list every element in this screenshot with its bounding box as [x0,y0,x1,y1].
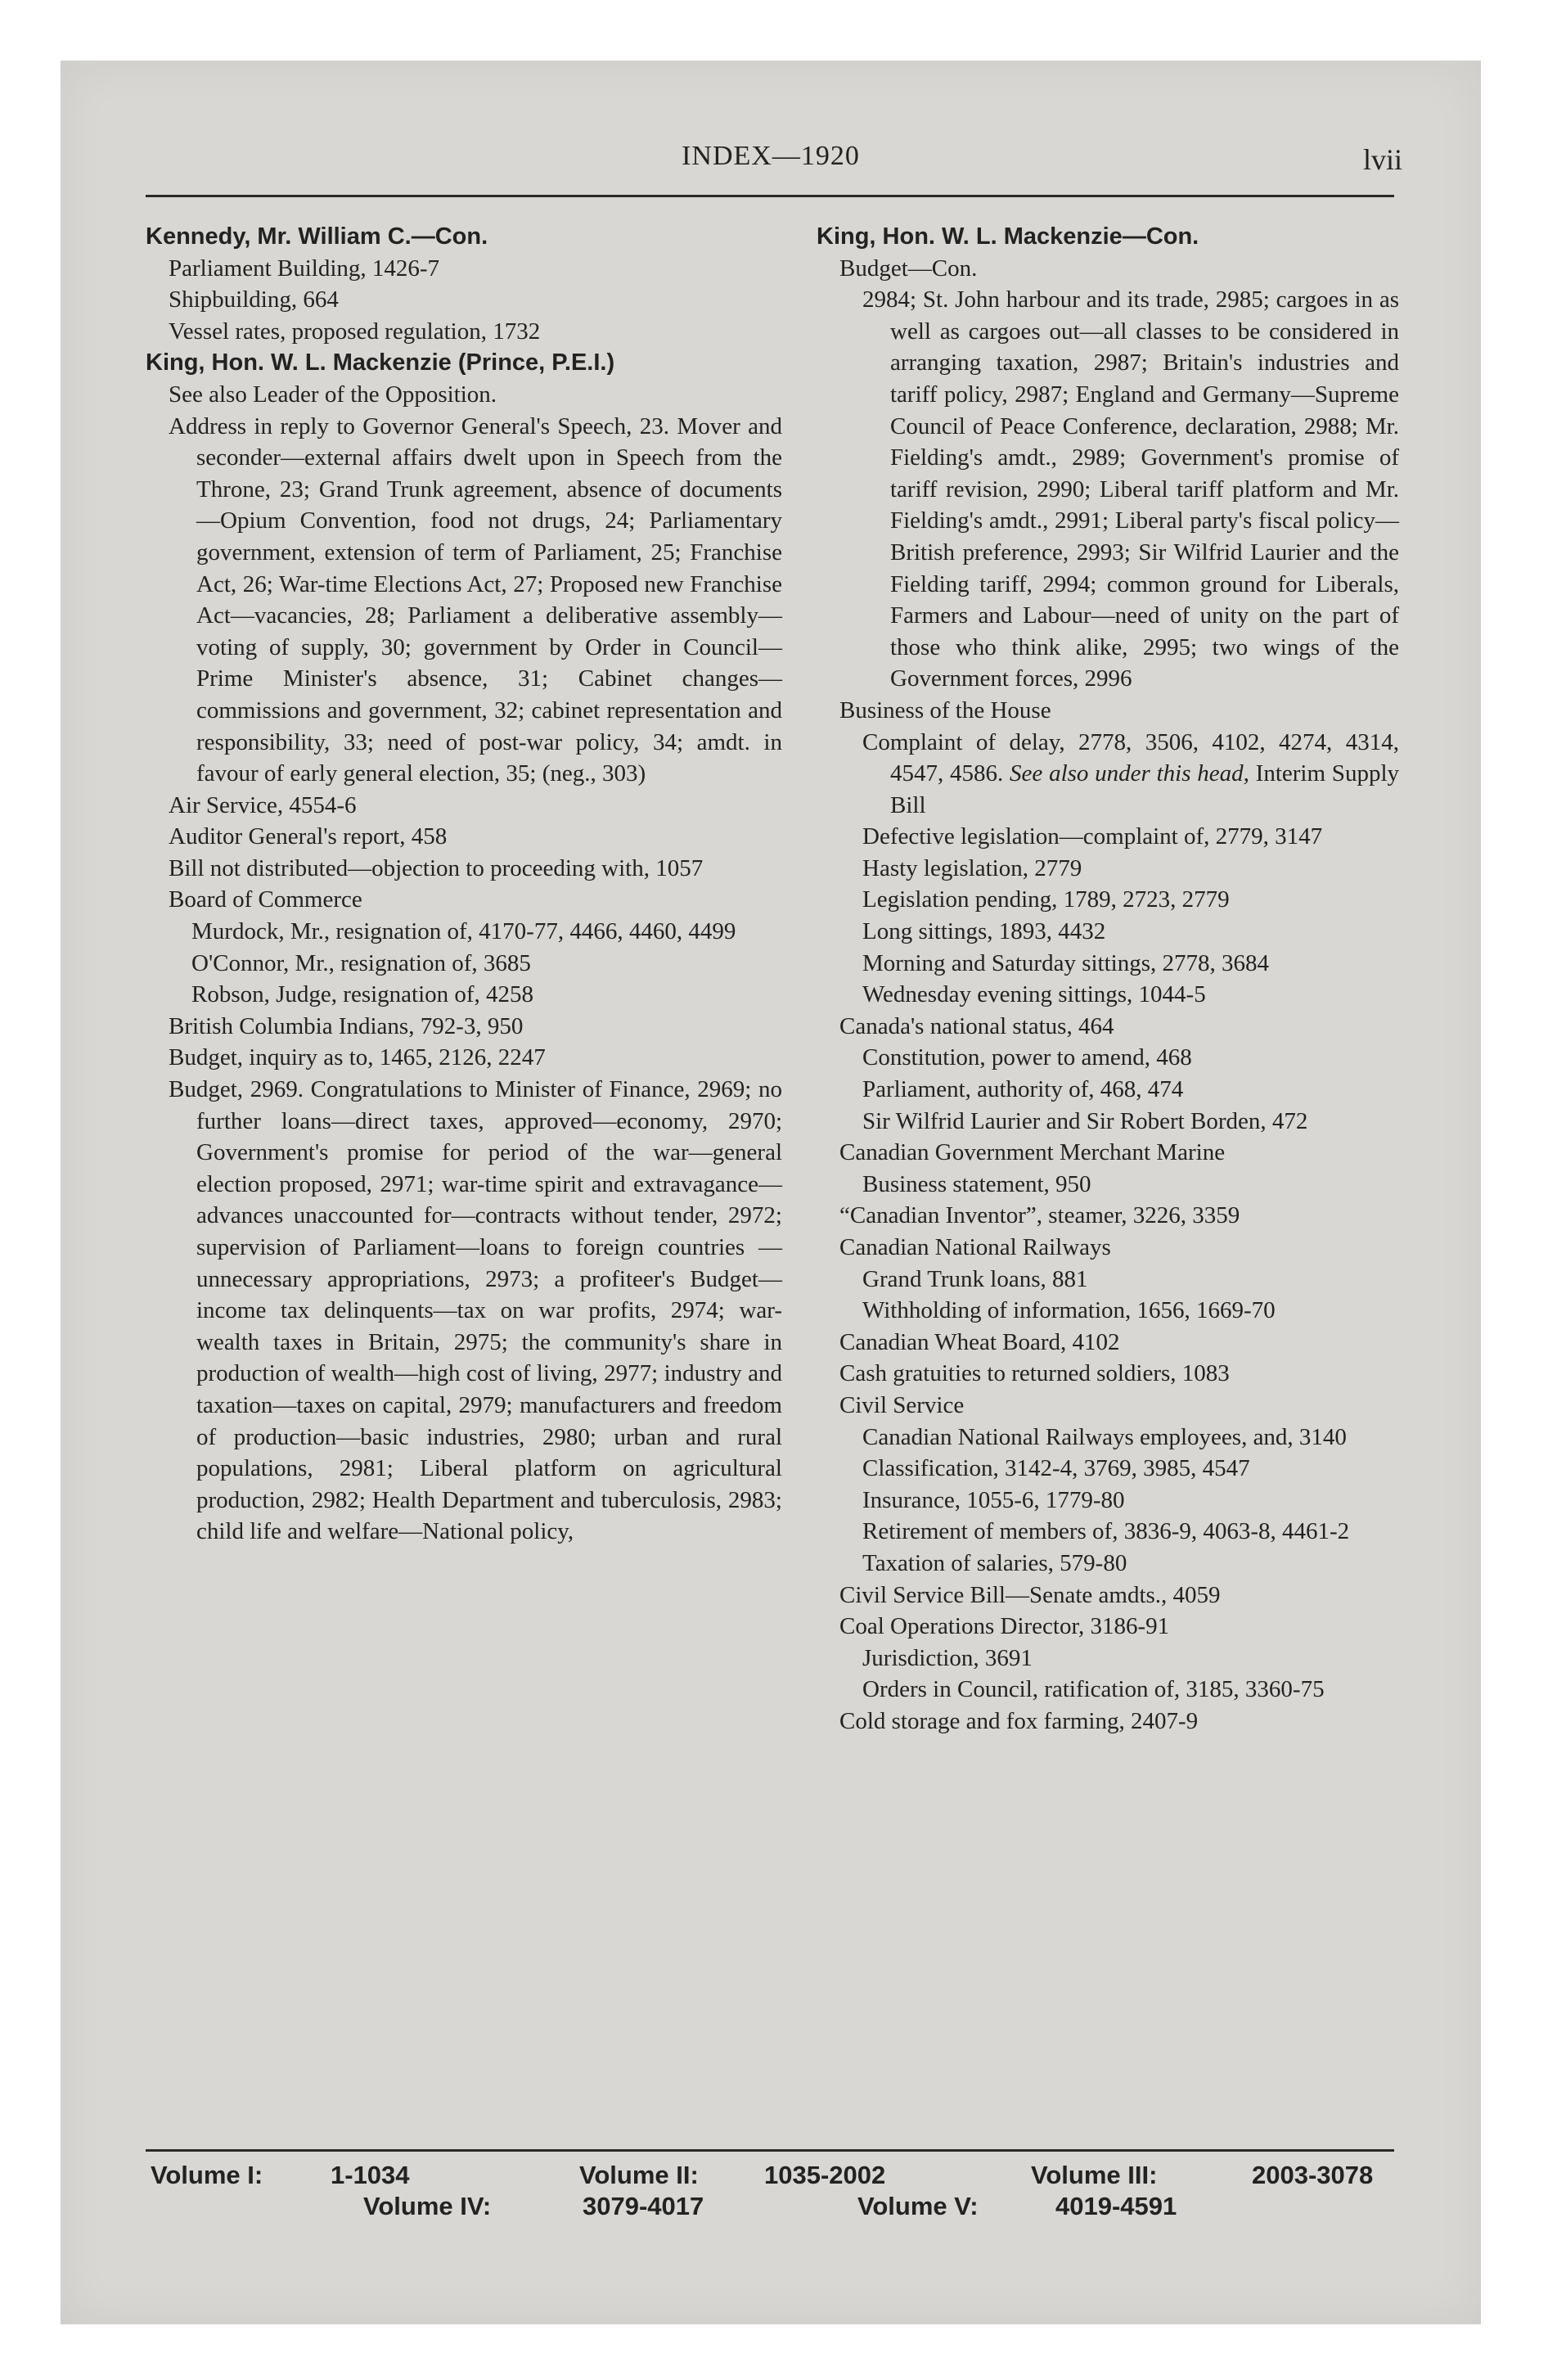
index-subentry: Sir Wilfrid Laurier and Sir Robert Borden, 472 [862,1107,1308,1134]
volume-4-range: 3079-4017 [583,2192,704,2220]
header-rule [146,195,1394,197]
index-subentry: Hasty legislation, 2779 [862,854,1082,881]
index-subentry: Grand Trunk loans, 881 [862,1265,1088,1292]
index-subentry [817,727,1399,822]
index-entry: Civil Service [839,1391,965,1418]
volume-1-range: 1-1034 [331,2161,410,2189]
index-entry: Civil Service Bill—Senate amdts., 4059 [839,1581,1221,1608]
index-subentry: Business statement, 950 [862,1170,1091,1197]
index-subentry: Parliament, authority of, 468, 474 [862,1076,1184,1103]
index-entry: Budget—Con. [839,255,978,282]
index-subentry: Defective legislation—complaint of, 2779, 3147 [862,823,1323,850]
index-subentry: Insurance, 1055-6, 1779-80 [862,1486,1125,1513]
index-subentry: Classification, 3142-4, 3769, 3985, 4547 [862,1455,1250,1482]
volume-2-range: 1035-2002 [764,2161,886,2189]
volume-3-label: Volume III: [1031,2161,1158,2189]
index-entry: Bill not distributed—objection to proceeding with, 1057 [169,854,704,881]
index-subentry: 2984; St. John harbour and its trade, 2985; cargoes in as well as cargoes out—all classes to be considered in arranging taxation, 2987; Britain's industries and tariff policy, 2987; England and Germany—Supreme Council of Peace Conference, declaration, 2988; Mr. Fielding's amdt., 2989; Government's promise of tariff revision, 2990; Liberal tariff platform and Mr. Fielding's amdt., 2991; Liberal party's fiscal policy—British preference, 2993; Sir Wilfrid Laurier and the Fielding tariff, 2994; common ground for Liberals, Farmers and Labour—need of unity on the part of those who think alike, 2995; two wings of the Government forces, 2996 [862,286,1399,692]
index-entry: Business of the House [839,696,1051,723]
index-heading: Kennedy, Mr. William C.—Con. [146,223,488,250]
index-entry: Canada's national status, 464 [839,1012,1114,1039]
index-entry: Air Service, 4554-6 [169,791,357,818]
footer-rule [146,2149,1394,2152]
volume-3-range: 2003-3078 [1252,2161,1374,2189]
index-subentry: Wednesday evening sittings, 1044-5 [862,981,1206,1008]
index-entry: Coal Operations Director, 3186-91 [839,1613,1170,1640]
index-entry: Board of Commerce [169,886,362,913]
index-entry: Canadian National Railways [839,1234,1111,1260]
index-entry: Parliament Building, 1426-7 [169,255,440,282]
index-entry: Budget, inquiry as to, 1465, 2126, 2247 [169,1044,546,1071]
right-column [817,221,1399,1738]
index-entry: “Canadian Inventor”, steamer, 3226, 3359 [839,1202,1240,1229]
entry-text: Interim Supply Bill [890,760,1399,818]
index-subentry: Long sittings, 1893, 4432 [862,918,1106,945]
index-entry: Auditor General's report, 458 [169,823,448,850]
index-entry: Cash gratuities to returned soldiers, 1083 [839,1360,1230,1387]
volume-2-label: Volume II: [579,2161,699,2189]
index-entry: Budget, 2969. Congratulations to Minister of Finance, 2969; no further loans—direct taxes, approved—economy, 2970; Government's promise for period of the war—general election proposed, 2971; war-time spirit and extravagance—advances unaccounted for—contracts without tender, 2972; supervision of Parliament—loans to foreign countries — unnecessary appropriations, 2973; a profiteer's Budget—income tax delinquents—tax on war profits, 2974; war-wealth taxes in Britain, 2975; the community's share in production of wealth—high cost of living, 2977; industry and taxation—taxes on capital, 2979; manufacturers and freedom of production—basic industries, 2980; urban and rural populations, 2981; Liberal platform on agricultural production, 2982; Health Department and tuberculosis, 2983; child life and welfare—National policy, [169,1076,782,1545]
index-heading: King, Hon. W. L. Mackenzie—Con. [817,223,1199,250]
index-entry: British Columbia Indians, 792-3, 950 [169,1012,524,1039]
index-subentry: Constitution, power to amend, 468 [862,1044,1192,1071]
index-subentry: Orders in Council, ratification of, 3185, 3360-75 [862,1676,1325,1703]
page-title: INDEX—1920 [682,141,860,171]
index-subentry: Murdock, Mr., resignation of, 4170-77, 4466, 4460, 4499 [191,918,736,945]
volume-1-label: Volume I: [151,2161,263,2189]
cross-reference: See also under this head, [1010,760,1249,787]
index-heading: King, Hon. W. L. Mackenzie (Prince, P.E.I.) [146,349,615,376]
index-subentry: Robson, Judge, resignation of, 4258 [191,981,534,1008]
entry-text: Complaint of delay, 2778, 3506, 4102, 4274, 4314, 4547, 4586. [862,728,1399,787]
index-subentry: Legislation pending, 1789, 2723, 2779 [862,886,1230,913]
index-subentry: Retirement of members of, 3836-9, 4063-8, 4461-2 [862,1518,1350,1545]
index-entry: Canadian Wheat Board, 4102 [839,1328,1120,1355]
index-subentry: Canadian National Railways employees, and, 3140 [862,1423,1347,1450]
volume-5-label: Volume V: [857,2192,979,2220]
index-entry: Cold storage and fox farming, 2407-9 [839,1707,1199,1734]
index-entry: Address in reply to Governor General's Speech, 23. Mover and seconder—external affairs dwelt upon in Speech from the Throne, 23; Grand Trunk agreement, absence of documents—Opium Convention, food not drugs, 24; Parliamentary government, extension of term of Parliament, 25; Franchise Act, 26; War-time Elections Act, 27; Proposed new Franchise Act—vacancies, 28; Parliament a deliberative assembly—voting of supply, 30; government by Order in Council—Prime Minister's absence, 31; Cabinet changes—commissions and government, 32; cabinet representation and responsibility, 33; need of post-war policy, 34; amdt. in favour of early general election, 35; (neg., 303) [169,412,782,787]
index-subentry: Morning and Saturday sittings, 2778, 3684 [862,949,1270,976]
index-entry: Vessel rates, proposed regulation, 1732 [169,318,541,345]
index-page [61,61,1481,2324]
volume-4-label: Volume IV: [363,2192,492,2220]
index-subentry: Taxation of salaries, 579-80 [862,1549,1127,1576]
index-entry: Shipbuilding, 664 [169,286,339,313]
index-subentry: Jurisdiction, 3691 [862,1644,1033,1671]
left-column [146,221,782,1548]
index-entry: Canadian Government Merchant Marine [839,1139,1226,1166]
index-subentry: Withholding of information, 1656, 1669-70 [862,1297,1276,1324]
index-subentry: O'Connor, Mr., resignation of, 3685 [191,949,531,976]
index-entry: See also Leader of the Opposition. [169,381,497,408]
page-number: lvii [1362,143,1402,176]
volume-5-range: 4019-4591 [1055,2192,1177,2220]
